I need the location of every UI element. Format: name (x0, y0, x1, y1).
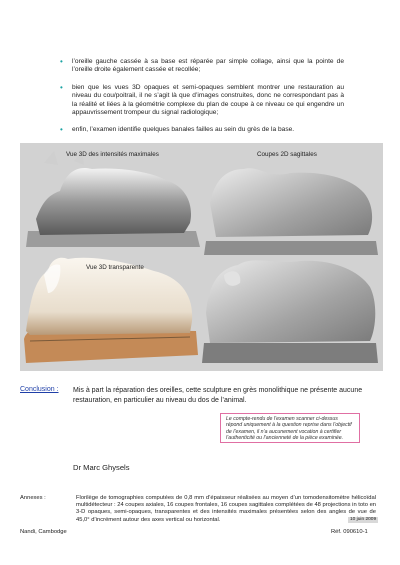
bull-sagittal-section-bottom-image (202, 260, 378, 363)
footer-reference: Réf. 090610-1 (331, 529, 368, 535)
caption-transparent: Vue 3D transparente (86, 264, 144, 271)
disclaimer-line: l’authenticité ou l’ancienneté de la pièce examinée. (226, 434, 344, 441)
disclaimer-line: répond uniquement à la question reprise dans l’objectif (226, 422, 352, 429)
conclusion-text: Mis à part la réparation des oreilles, cette sculpture en grès monolithique ne présente aucune restauration, en particulier au niveau du dos de l’animal. (73, 387, 363, 404)
date-stamp: 10 juin 2009 (350, 517, 377, 522)
scan-figure (20, 143, 383, 371)
annexes-label: Annexes : (20, 495, 46, 501)
disclaimer-line: Le compte-rendu de l’examen scanner ci-dessus (226, 416, 338, 422)
bull-sagittal-section-top-image (204, 168, 378, 255)
bullet-dot-icon: • (60, 125, 63, 135)
bullet-dot-icon: • (60, 82, 63, 92)
bull-transparent-view-image (24, 258, 198, 363)
bullet-text: bien que les vues 3D opaques et semi-opaques semblent montrer une restauration au niveau du cou/poitrail, il ne s’agit là que d’images construites, donc ne correspondant pas à la réalité et liées à la géométrie complexe du plan de coupe à ce niveau ce qui engendre un appauvrissement trompeur du signal radiologique; (72, 83, 344, 117)
footer-subject: Nandi, Cambodge (20, 529, 67, 535)
conclusion-label: Conclusion : (20, 386, 59, 393)
bullet-item (60, 57, 344, 75)
bull-max-intensity-image (26, 151, 200, 247)
scan-images (20, 143, 383, 371)
caption-sagittal: Coupes 2D sagittales (257, 151, 317, 158)
bullet-text: enfin, l’examen identifie quelques banales failles au sein du grès de la base. (72, 126, 295, 134)
bullet-item (60, 125, 344, 135)
disclaimer-line: de l’examen, il n’a aucunement vocation à certifier (226, 428, 342, 435)
bullet-item (60, 82, 344, 118)
bullet-text: l’oreille gauche cassée à sa base est réparée par simple collage, ainsi que la pointe de l’oreille droite également cassée et recollée; (72, 58, 344, 74)
bullet-dot-icon: • (60, 57, 63, 66)
annexes-text: Florilège de tomographies computées de 0,8 mm d’épaisseur réalisées au moyen d’un tomodensitomètre hélicoïdal multidétecteur : 24 coupes axiales, 16 coupes frontales, 16 coupes sagittales complétées de 48 projections in toto en 3-D opaques, semi-opaques, transparentes et des intensités maximales présentées selon des angles de vue de 45,0° d’incrément autour des axes vertical ou horizontal. (76, 495, 377, 523)
bullet-list (60, 57, 344, 144)
disclaimer-box (220, 413, 360, 443)
caption-max-intensity: Vue 3D des intensités maximales (66, 151, 159, 158)
doctor-name: Dr Marc Ghysels (73, 463, 130, 472)
